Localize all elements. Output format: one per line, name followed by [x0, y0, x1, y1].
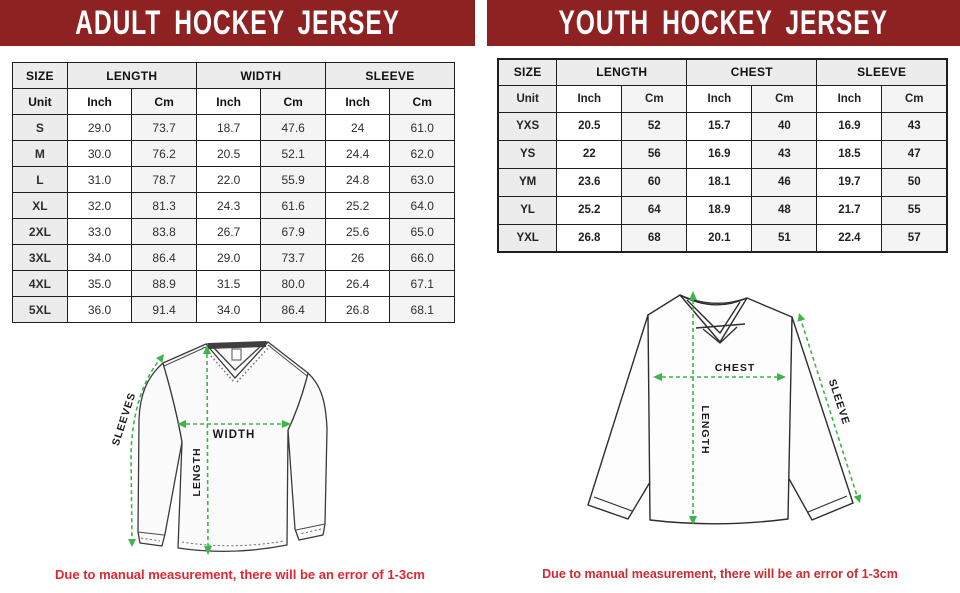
table-row	[13, 193, 455, 219]
value-cell: 61.6	[261, 193, 326, 219]
length-measure-label: LENGTH	[699, 405, 711, 455]
youth-title-banner	[487, 0, 960, 46]
youth-measurement-disclaimer: Due to manual measurement, there will be an error of 1-3cm	[542, 567, 898, 581]
value-cell: 36.0	[67, 297, 132, 323]
value-cell: 86.4	[132, 245, 197, 271]
unit-cell: Unit	[13, 89, 68, 115]
value-cell: 25.6	[325, 219, 390, 245]
adult-title-banner	[0, 0, 475, 46]
length-measure-label: LENGTH	[191, 447, 203, 497]
value-cell: 64.0	[390, 193, 455, 219]
value-cell: 26.4	[325, 271, 390, 297]
size-cell: YM	[498, 168, 557, 196]
value-cell: 26.8	[325, 297, 390, 323]
size-cell: S	[13, 115, 68, 141]
value-cell: 47.6	[261, 115, 326, 141]
value-cell: 15.7	[687, 112, 752, 140]
col-header-length: LENGTH	[557, 59, 687, 85]
value-cell: 22.0	[196, 167, 261, 193]
value-cell: 64	[622, 196, 687, 224]
value-cell: 24	[325, 115, 390, 141]
value-cell: 48	[752, 196, 817, 224]
table-row	[13, 245, 455, 271]
value-cell: 43	[882, 112, 947, 140]
value-cell: 76.2	[132, 141, 197, 167]
value-cell: 26.7	[196, 219, 261, 245]
value-cell: 55.9	[261, 167, 326, 193]
value-cell: 88.9	[132, 271, 197, 297]
arrowhead	[128, 539, 136, 547]
size-cell: M	[13, 141, 68, 167]
value-cell: 29.0	[67, 115, 132, 141]
table-row	[498, 168, 947, 196]
col-header-size: SIZE	[498, 59, 557, 85]
value-cell: 57	[882, 224, 947, 252]
value-cell: 73.7	[261, 245, 326, 271]
width-measure-label: WIDTH	[212, 429, 256, 441]
value-cell: 25.2	[325, 193, 390, 219]
unit-cell: Inch	[196, 89, 261, 115]
unit-cell: Inch	[687, 85, 752, 112]
value-cell: 23.6	[557, 168, 622, 196]
value-cell: 16.9	[817, 112, 882, 140]
value-cell: 35.0	[67, 271, 132, 297]
value-cell: 56	[622, 140, 687, 168]
table-row	[13, 297, 455, 323]
value-cell: 19.7	[817, 168, 882, 196]
unit-cell: Cm	[390, 89, 455, 115]
value-cell: 73.7	[132, 115, 197, 141]
value-cell: 61.0	[390, 115, 455, 141]
adult-measurement-disclaimer: Due to manual measurement, there will be an error of 1-3cm	[55, 567, 425, 582]
table-row	[13, 115, 455, 141]
value-cell: 62.0	[390, 141, 455, 167]
youth-size-table	[497, 58, 948, 253]
youth-header-row	[498, 59, 947, 85]
adult-jersey-diagram	[94, 334, 350, 568]
col-header-chest: CHEST	[687, 59, 817, 85]
jersey-body	[163, 342, 308, 551]
unit-cell: Unit	[498, 85, 557, 112]
value-cell: 65.0	[390, 219, 455, 245]
arrowhead	[156, 354, 164, 363]
size-cell: XL	[13, 193, 68, 219]
size-cell: 3XL	[13, 245, 68, 271]
sleeves-measure-label: SLEEVES	[109, 390, 139, 448]
table-row	[13, 141, 455, 167]
size-cell: 5XL	[13, 297, 68, 323]
value-cell: 91.4	[132, 297, 197, 323]
value-cell: 47	[882, 140, 947, 168]
col-header-size: SIZE	[13, 63, 68, 89]
value-cell: 20.1	[687, 224, 752, 252]
value-cell: 43	[752, 140, 817, 168]
col-header-sleeve: SLEEVE	[325, 63, 454, 89]
value-cell: 81.3	[132, 193, 197, 219]
adult-size-table	[12, 62, 455, 323]
value-cell: 29.0	[196, 245, 261, 271]
size-cell: YL	[498, 196, 557, 224]
value-cell: 68	[622, 224, 687, 252]
value-cell: 50	[882, 168, 947, 196]
table-row	[498, 112, 947, 140]
value-cell: 18.9	[687, 196, 752, 224]
unit-cell: Cm	[261, 89, 326, 115]
value-cell: 21.7	[817, 196, 882, 224]
col-header-width: WIDTH	[196, 63, 325, 89]
size-cell: YS	[498, 140, 557, 168]
value-cell: 40	[752, 112, 817, 140]
value-cell: 34.0	[196, 297, 261, 323]
value-cell: 24.3	[196, 193, 261, 219]
value-cell: 46	[752, 168, 817, 196]
unit-cell: Cm	[622, 85, 687, 112]
chest-measure-label: CHEST	[714, 362, 756, 374]
youth-unit-row	[498, 85, 947, 112]
value-cell: 34.0	[67, 245, 132, 271]
table-row	[498, 140, 947, 168]
value-cell: 51	[752, 224, 817, 252]
youth-jersey-diagram	[575, 283, 895, 570]
value-cell: 60	[622, 168, 687, 196]
value-cell: 55	[882, 196, 947, 224]
value-cell: 20.5	[196, 141, 261, 167]
adult-unit-row	[13, 89, 455, 115]
value-cell: 24.8	[325, 167, 390, 193]
value-cell: 67.9	[261, 219, 326, 245]
col-header-sleeve: SLEEVE	[817, 59, 947, 85]
value-cell: 33.0	[67, 219, 132, 245]
table-row	[13, 271, 455, 297]
unit-cell: Inch	[817, 85, 882, 112]
value-cell: 18.1	[687, 168, 752, 196]
col-header-length: LENGTH	[67, 63, 196, 89]
value-cell: 63.0	[390, 167, 455, 193]
value-cell: 31.0	[67, 167, 132, 193]
table-row	[13, 167, 455, 193]
value-cell: 30.0	[67, 141, 132, 167]
unit-cell: Inch	[67, 89, 132, 115]
value-cell: 26.8	[557, 224, 622, 252]
value-cell: 22	[557, 140, 622, 168]
table-row	[498, 224, 947, 252]
unit-cell: Cm	[882, 85, 947, 112]
value-cell: 83.8	[132, 219, 197, 245]
youth-page-title: YOUTH HOCKEY JERSEY	[558, 3, 889, 42]
jersey-left-sleeve	[588, 315, 653, 519]
value-cell: 18.7	[196, 115, 261, 141]
value-cell: 18.5	[817, 140, 882, 168]
value-cell: 22.4	[817, 224, 882, 252]
arrowhead	[689, 291, 697, 300]
arrowhead	[798, 313, 806, 322]
size-cell: 2XL	[13, 219, 68, 245]
unit-cell: Inch	[325, 89, 390, 115]
value-cell: 31.5	[196, 271, 261, 297]
table-row	[498, 196, 947, 224]
size-cell: YXS	[498, 112, 557, 140]
size-cell: 4XL	[13, 271, 68, 297]
value-cell: 16.9	[687, 140, 752, 168]
value-cell: 20.5	[557, 112, 622, 140]
value-cell: 78.7	[132, 167, 197, 193]
unit-cell: Cm	[132, 89, 197, 115]
adult-page-title: ADULT HOCKEY JERSEY	[75, 3, 400, 42]
adult-header-row	[13, 63, 455, 89]
value-cell: 25.2	[557, 196, 622, 224]
value-cell: 67.1	[390, 271, 455, 297]
arrowhead	[854, 494, 862, 503]
value-cell: 68.1	[390, 297, 455, 323]
size-cell: YXL	[498, 224, 557, 252]
unit-cell: Cm	[752, 85, 817, 112]
value-cell: 24.4	[325, 141, 390, 167]
value-cell: 52	[622, 112, 687, 140]
jersey-body	[648, 295, 792, 524]
value-cell: 66.0	[390, 245, 455, 271]
unit-cell: Inch	[557, 85, 622, 112]
sleeve-measure-label: SLEEVE	[825, 377, 852, 427]
value-cell: 80.0	[261, 271, 326, 297]
size-cell: L	[13, 167, 68, 193]
value-cell: 26	[325, 245, 390, 271]
table-row	[13, 219, 455, 245]
value-cell: 52.1	[261, 141, 326, 167]
value-cell: 86.4	[261, 297, 326, 323]
value-cell: 32.0	[67, 193, 132, 219]
